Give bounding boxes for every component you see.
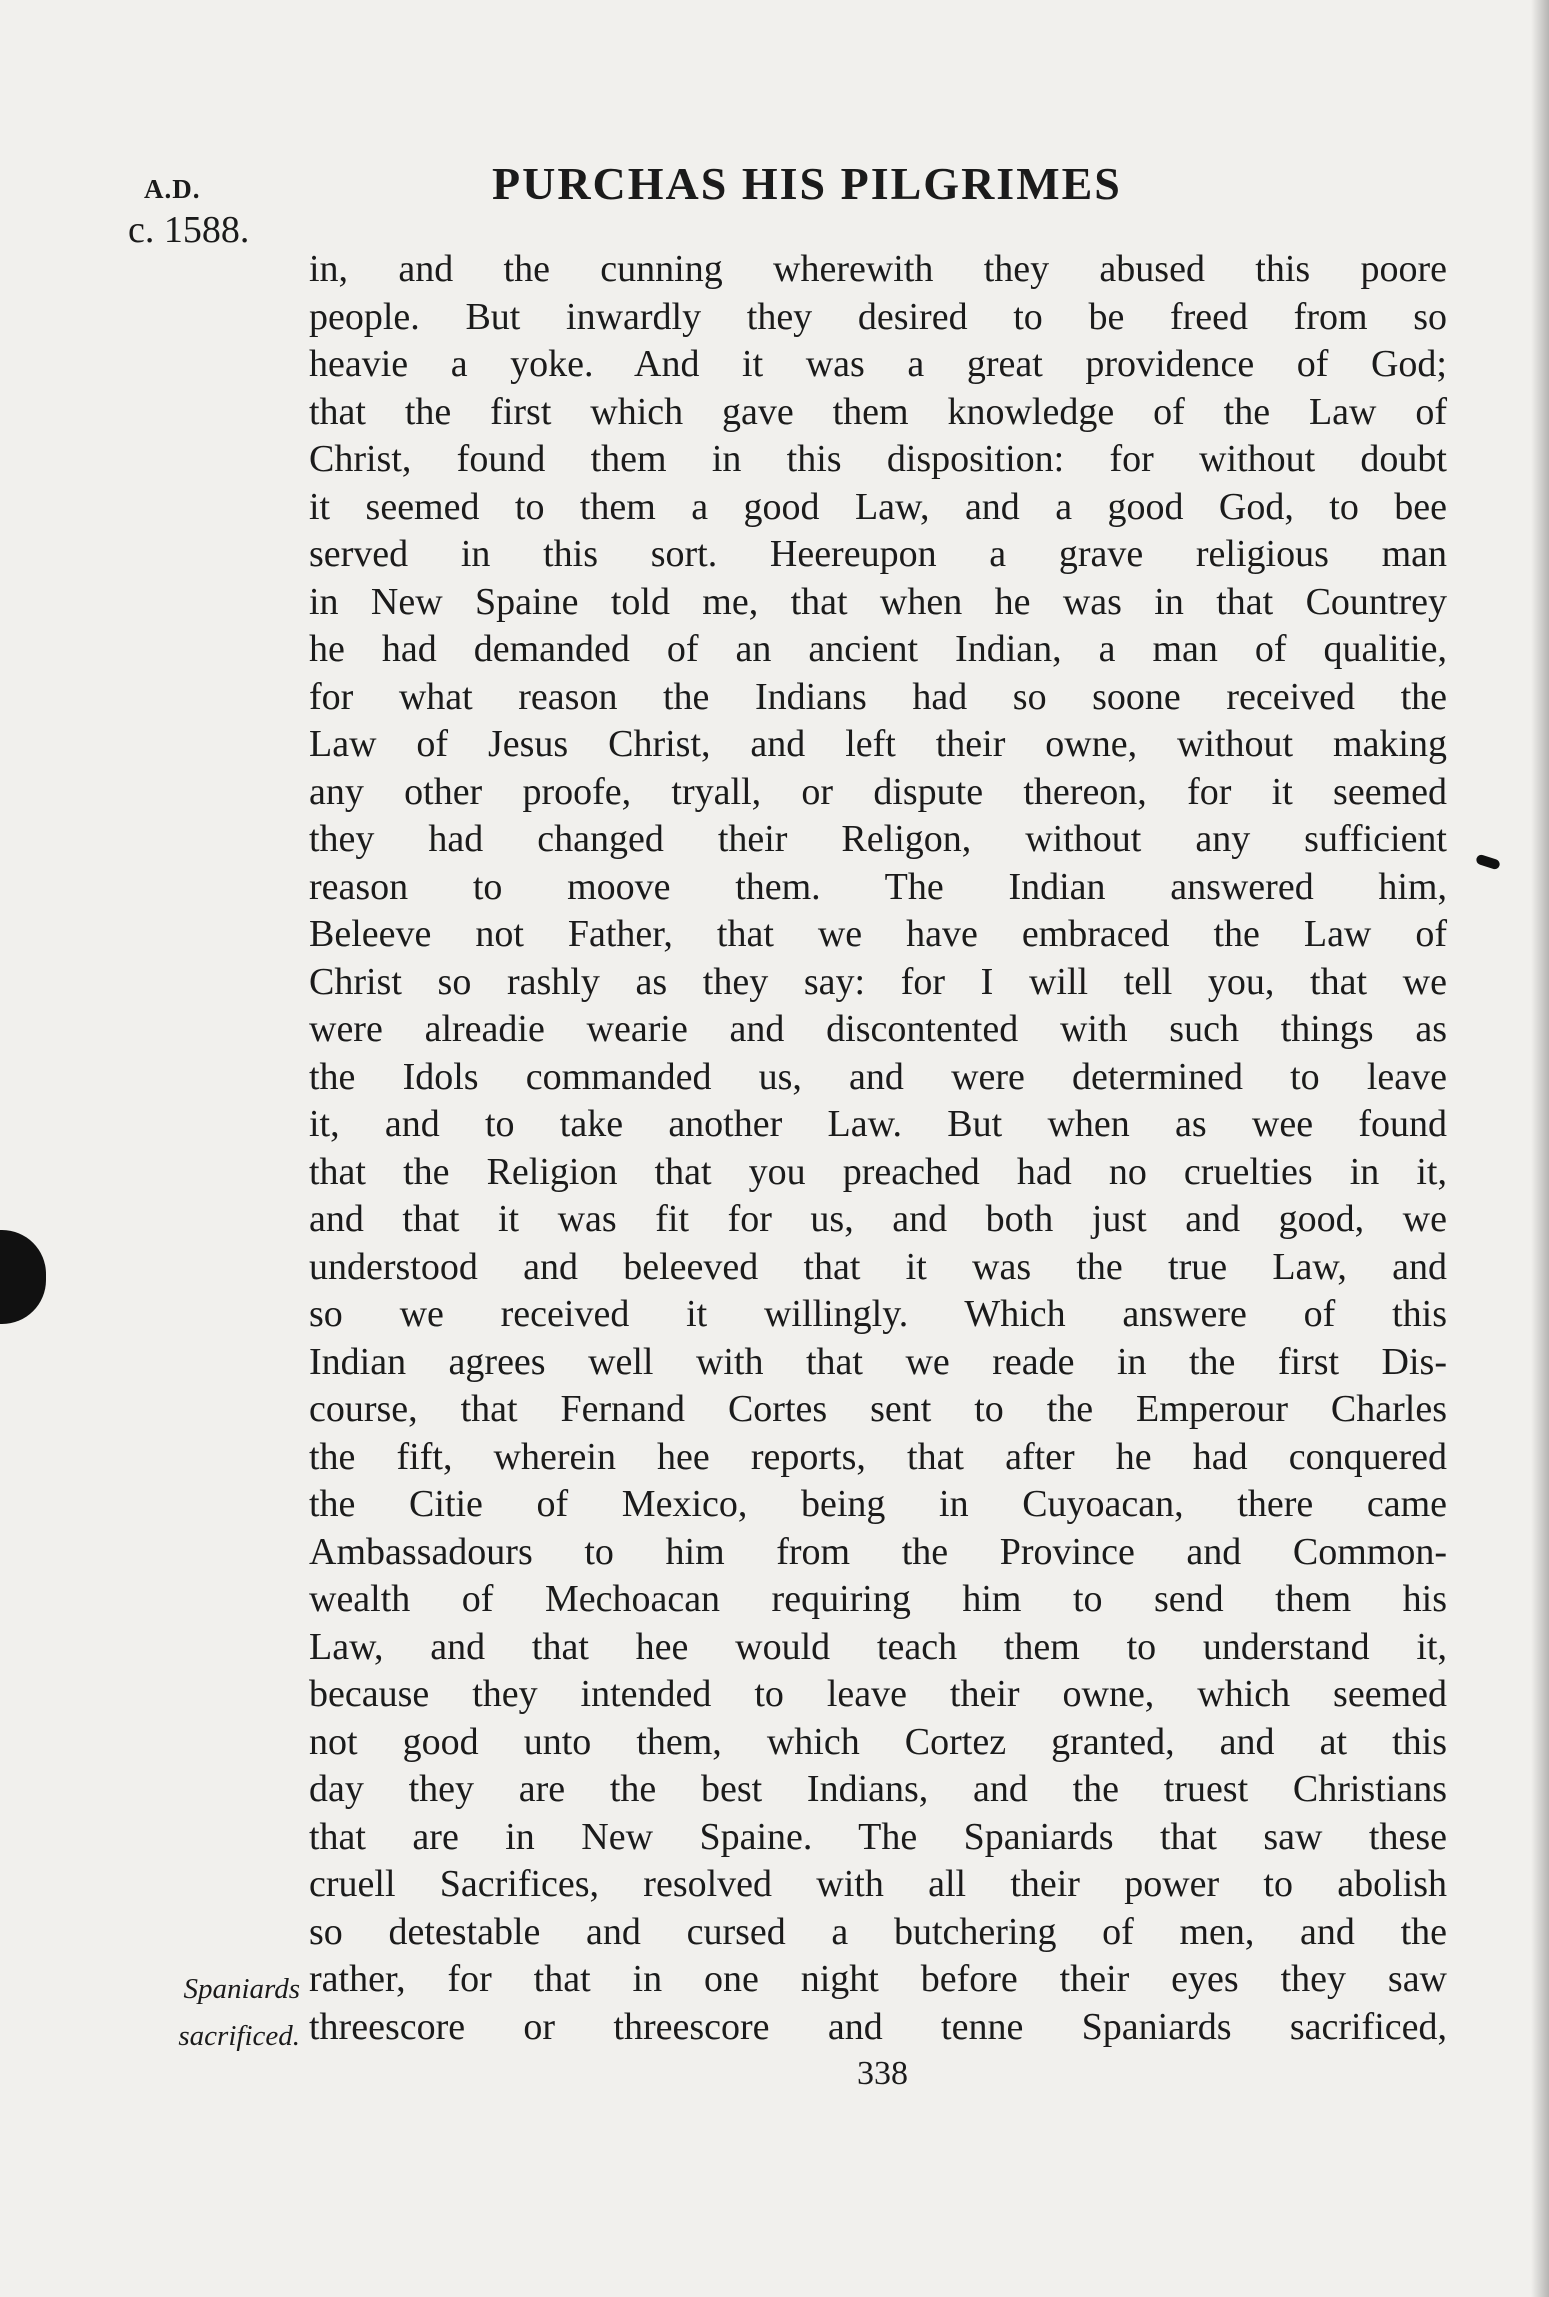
page-title: PURCHAS HIS PILGRIMES [492,158,1122,209]
text-line: reason to moove them. The Indian answered him, [309,865,1447,908]
text-line: understood and beleeved that it was the true Law, and [309,1245,1447,1288]
text-line: so we received it willingly. Which answere of this [309,1293,1447,1335]
text-line: Law of Jesus Christ, and left their owne, without making [309,723,1447,765]
text-line: Christ, found them in this disposition: for without doubt [309,438,1447,480]
text-line: rather, for that in one night before their eyes they saw [309,1958,1447,2000]
text-line: any other proofe, tryall, or dispute thereon, for it seemed [309,770,1447,813]
text-line: were alreadie wearie and discontented with such things as [309,1008,1447,1050]
text-line: the fift, wherein hee reports, that after he had conquered [309,1435,1447,1478]
text-line: because they intended to leave their owne, which seemed [309,1673,1447,1715]
text-line: course, that Fernand Cortes sent to the Emperour Charles [309,1388,1447,1430]
text-line: Law, and that hee would teach them to understand it, [309,1625,1447,1668]
text-line: Indian agrees well with that we reade in the first Dis- [309,1340,1447,1383]
text-line: Christ so rashly as they say: for I will tell you, that we [309,960,1447,1003]
thumb-shadow [0,1230,46,1324]
ink-mark [1475,854,1501,871]
text-line: in New Spaine told me, that when he was in that Countrey [309,580,1447,623]
text-line: and that it was fit for us, and both just and good, we [309,1198,1447,1240]
text-line: that are in New Spaine. The Spaniards that saw these [309,1815,1447,1858]
page-number: 338 [857,2055,908,2092]
text-line: not good unto them, which Cortez granted, and at this [309,1720,1447,1763]
year-label: c. 1588. [128,209,250,251]
text-line: day they are the best Indians, and the truest Christians [309,1768,1447,1810]
text-line: cruell Sacrifices, resolved with all their power to abolish [309,1863,1447,1905]
text-line: Ambassadours to him from the Province and Common- [309,1530,1447,1573]
text-line: threescore or threescore and tenne Spaniards sacrificed, [309,2005,1447,2048]
era-label: A.D. [144,174,201,204]
text-line: Beleeve not Father, that we have embraced the Law of [309,913,1447,955]
text-line: people. But inwardly they desired to be freed from so [309,295,1447,338]
text-line: it, and to take another Law. But when as wee found [309,1103,1447,1145]
text-line: it seemed to them a good Law, and a good God, to bee [309,485,1447,528]
text-line: the Citie of Mexico, being in Cuyoacan, there came [309,1483,1447,1525]
text-line: for what reason the Indians had so soone received the [309,675,1447,718]
margin-note-line-1: Spaniards [183,1973,300,2005]
margin-note-line-2: sacrificed. [178,2020,300,2052]
header-date-block [128,172,288,252]
text-line: in, and the cunning wherewith they abused this poore [309,248,1447,290]
text-line: heavie a yoke. And it was a great providence of God; [309,343,1447,385]
margin-note [150,1966,300,2060]
main-text [309,246,1447,2051]
text-line: wealth of Mechoacan requiring him to send them his [309,1578,1447,1620]
text-line: that the first which gave them knowledge of the Law of [309,390,1447,433]
text-line: he had demanded of an ancient Indian, a man of qualitie, [309,628,1447,670]
text-line: that the Religion that you preached had no cruelties in it, [309,1150,1447,1193]
text-line: the Idols commanded us, and were determined to leave [309,1055,1447,1098]
text-line: so detestable and cursed a butchering of men, and the [309,1910,1447,1953]
page-edge-shadow [1531,0,1549,2297]
text-line: served in this sort. Heereupon a grave religious man [309,533,1447,575]
text-line: they had changed their Religon, without any sufficient [309,818,1447,860]
